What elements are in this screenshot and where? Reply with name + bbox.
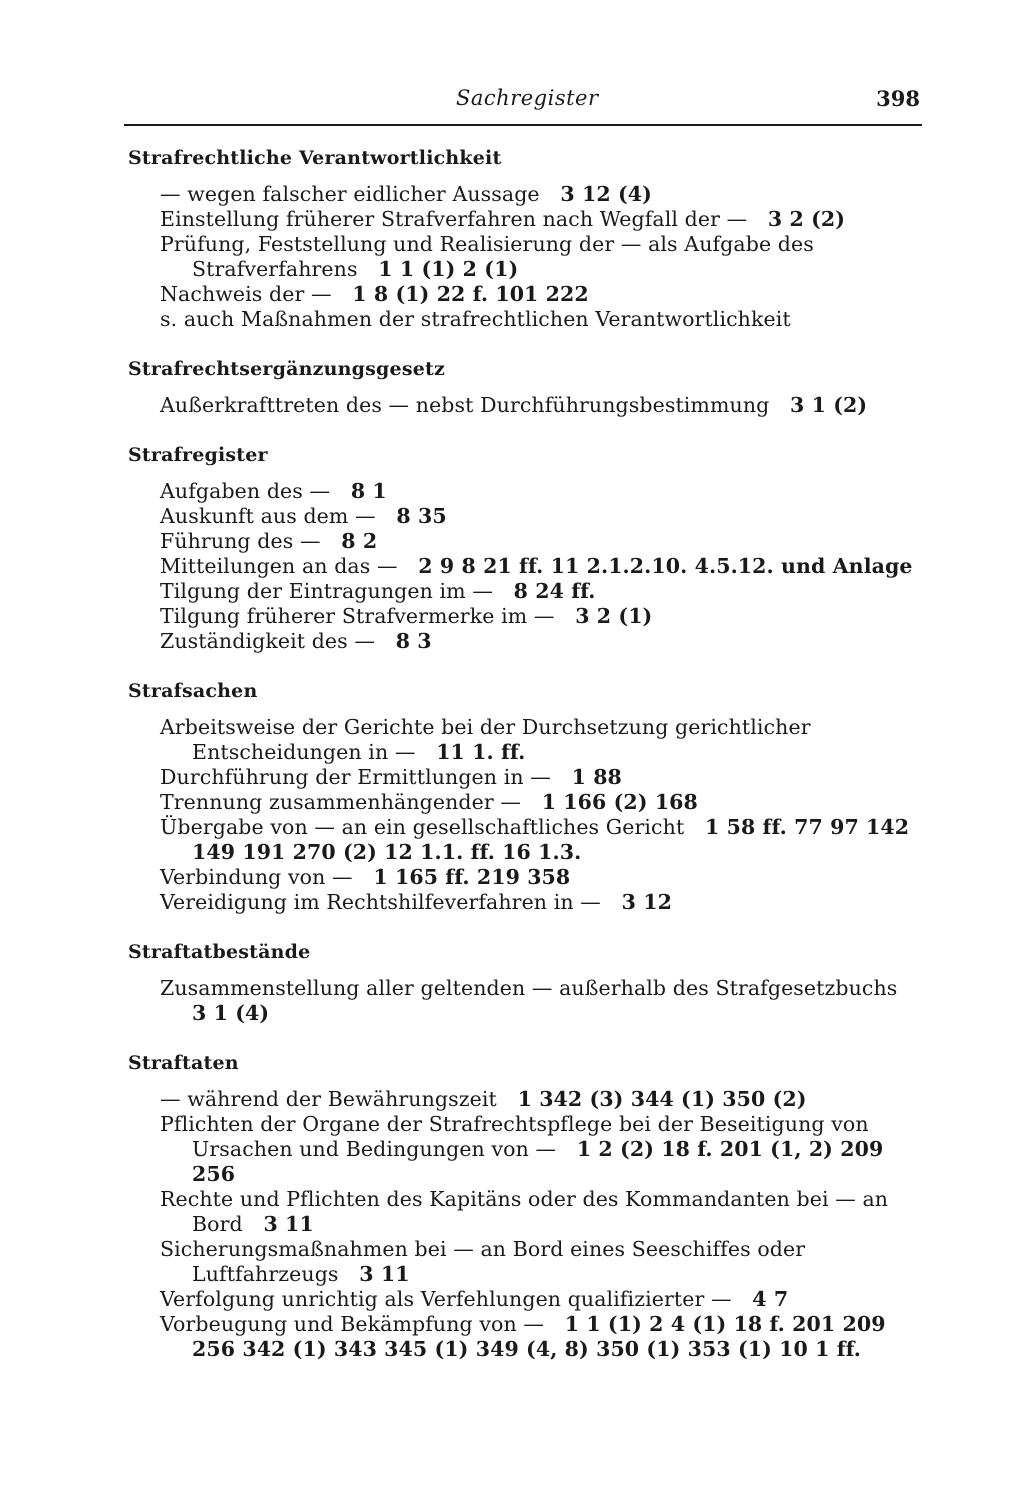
index-item-text: Zusammenstellung aller geltenden — außerhalb des Strafgesetzbuchs (160, 976, 898, 1000)
index-item (128, 479, 928, 504)
index-item-text: Tilgung früherer Strafvermerke im — (160, 604, 555, 628)
index-section (128, 679, 928, 915)
index-item (128, 282, 928, 307)
index-section (128, 940, 928, 1026)
index-item-text: Sicherungsmaßnahmen bei — an Bord eines Seeschiffes oder Luftfahrzeugs (160, 1237, 806, 1286)
index-item-text: Führung des — (160, 529, 321, 553)
index-item-text: Außerkrafttreten des — nebst Durchführungsbestimmung (160, 393, 770, 417)
index-item (128, 765, 928, 790)
index-heading: Strafrechtsergänzungsgesetz (128, 358, 445, 380)
index-item (128, 890, 928, 915)
index-section (128, 1051, 928, 1362)
index-item (128, 715, 928, 765)
index-item-text: s. auch Maßnahmen der strafrechtlichen Verantwortlichkeit (160, 307, 791, 331)
index-item-reference: 3 11 (263, 1212, 314, 1236)
index-item-reference: 1 1 (1) 2 4 (1) 18 f. 201 209 256 342 (1) 343 345 (1) 349 (4, 8) 350 (1) 353 (1) 10 1 ff. (192, 1312, 886, 1361)
index-heading: Strafregister (128, 444, 268, 466)
index-item-reference: 3 1 (2) (790, 393, 868, 417)
index-item-text: Trennung zusammenhängender — (160, 790, 521, 814)
index-item-text: Übergabe von — an ein gesellschaftliches Gericht (160, 815, 685, 839)
index-item-reference: 1 58 ff. 77 97 142 149 191 270 (2) 12 1.1. ff. 16 1.3. (192, 815, 910, 864)
index-item (128, 1237, 928, 1287)
index-item (128, 504, 928, 529)
index-item-text: Vereidigung im Rechtshilfeverfahren in — (160, 890, 601, 914)
index-item-reference: 3 1 (4) (192, 1001, 270, 1025)
index-item-text: Durchführung der Ermittlungen in — (160, 765, 551, 789)
index-item-reference: 3 12 (4) (560, 182, 652, 206)
index-item (128, 182, 928, 207)
running-title: Sachregister (456, 86, 599, 110)
index-item-text: Auskunft aus dem — (160, 504, 376, 528)
index-heading: Strafrechtliche Verantwortlichkeit (128, 147, 502, 169)
index-item-text: Rechte und Pflichten des Kapitäns oder des Kommandanten bei — an Bord (160, 1187, 889, 1236)
index-item-reference: 3 11 (359, 1262, 410, 1286)
index-item (128, 865, 928, 890)
index-item (128, 976, 928, 1026)
index-item (128, 1112, 928, 1187)
index-item-text: Prüfung, Feststellung und Realisierung der — als Aufgabe des Strafverfahrens (160, 232, 814, 281)
index-item-reference: 1 8 (1) 22 f. 101 222 (352, 282, 589, 306)
index-item-reference: 1 165 ff. 219 358 (373, 865, 571, 889)
index-item-reference: 3 2 (1) (575, 604, 653, 628)
index-item (128, 393, 928, 418)
index-item-text: Mitteilungen an das — (160, 554, 398, 578)
index-item-text: Aufgaben des — (160, 479, 331, 503)
page-number: 398 (876, 86, 920, 111)
index-item-text: Zuständigkeit des — (160, 629, 375, 653)
index-item-reference: 8 35 (396, 504, 447, 528)
index-item (128, 815, 928, 865)
index-item-text: Verfolgung unrichtig als Verfehlungen qualifizierter — (160, 1287, 732, 1311)
index-item (128, 790, 928, 815)
index-item-reference: 8 2 (341, 529, 378, 553)
index-item-reference: 1 88 (571, 765, 622, 789)
index-item (128, 307, 928, 332)
page-header (124, 84, 922, 126)
index-item-reference: 8 3 (395, 629, 432, 653)
index-heading: Strafsachen (128, 680, 258, 702)
index-item-reference: 1 166 (2) 168 (541, 790, 698, 814)
index-item (128, 1187, 928, 1237)
index-section (128, 357, 928, 418)
index-item (128, 207, 928, 232)
index-item-text: — während der Bewährungszeit (160, 1087, 497, 1111)
index-heading: Straftaten (128, 1052, 239, 1074)
index-item-text: — wegen falscher eidlicher Aussage (160, 182, 540, 206)
index-item-reference: 11 1. ff. (436, 740, 526, 764)
index-heading: Straftatbestände (128, 941, 311, 963)
index-item (128, 629, 928, 654)
index-item-reference: 1 2 (2) 18 f. 201 (1, 2) 209 256 (192, 1137, 884, 1186)
index-item-text: Arbeitsweise der Gerichte bei der Durchsetzung gerichtlicher Entscheidungen in — (160, 715, 811, 764)
index-item-text: Pflichten der Organe der Strafrechtspflege bei der Beseitigung von Ursachen und Bedingungen von — (160, 1112, 869, 1161)
index-item (128, 1312, 928, 1362)
index-item-reference: 3 2 (2) (767, 207, 846, 231)
index-section (128, 146, 928, 332)
index-item-reference: 3 12 (621, 890, 672, 914)
index-item-text: Einstellung früherer Strafverfahren nach Wegfall der — (160, 207, 748, 231)
index-item-reference: 4 7 (752, 1287, 789, 1311)
index-item (128, 1287, 928, 1312)
index-item (128, 529, 928, 554)
index-item (128, 232, 928, 282)
index-item (128, 1087, 928, 1112)
index-item-text: Vorbeugung und Bekämpfung von — (160, 1312, 545, 1336)
index-section (128, 443, 928, 654)
index-item-text: Tilgung der Eintragungen im — (160, 579, 493, 603)
index-item-text: Nachweis der — (160, 282, 332, 306)
index-item-reference: 8 1 (350, 479, 387, 503)
index-item-reference: 2 9 8 21 ff. 11 2.1.2.10. 4.5.12. und Anlage (418, 554, 913, 578)
index-item-reference: 1 1 (1) 2 (1) (378, 257, 519, 281)
index-item-reference: 1 342 (3) 344 (1) 350 (2) (517, 1087, 807, 1111)
index-item (128, 579, 928, 604)
index-item (128, 554, 928, 579)
index-item-text: Verbindung von — (160, 865, 353, 889)
index-item (128, 604, 928, 629)
index-item-reference: 8 24 ff. (513, 579, 596, 603)
index-entries (128, 146, 928, 1387)
